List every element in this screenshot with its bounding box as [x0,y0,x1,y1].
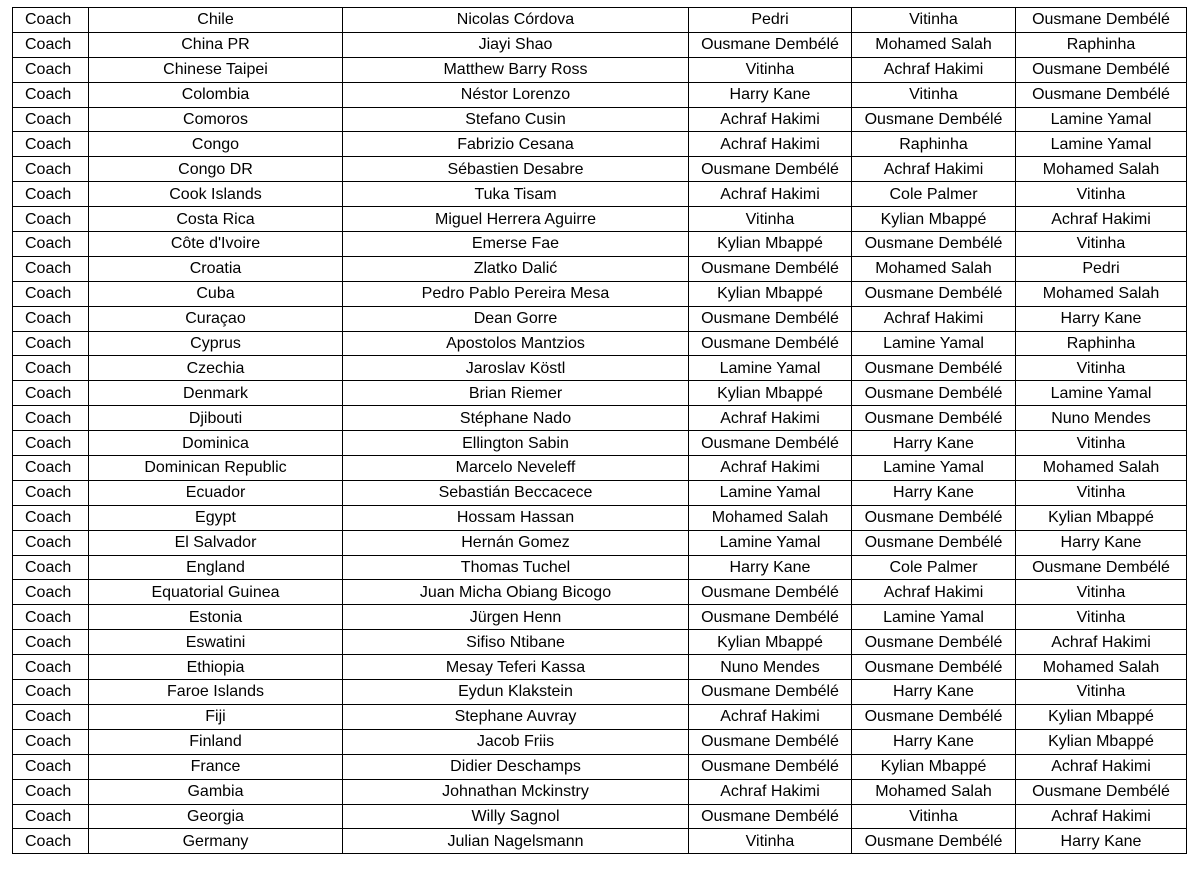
first-choice-cell: Ousmane Dembélé [689,331,852,356]
second-choice-cell: Lamine Yamal [852,605,1016,630]
table-row [13,431,1187,456]
role-cell: Coach [13,480,89,505]
second-choice-cell: Ousmane Dembélé [852,107,1016,132]
role-cell: Coach [13,605,89,630]
coach-name-cell: Stephane Auvray [343,704,689,729]
country-cell: England [89,555,343,580]
table-row [13,580,1187,605]
third-choice-cell: Raphinha [1016,32,1187,57]
first-choice-cell: Ousmane Dembélé [689,306,852,331]
role-cell: Coach [13,829,89,854]
coach-name-cell: Apostolos Mantzios [343,331,689,356]
table-row [13,605,1187,630]
second-choice-cell: Cole Palmer [852,182,1016,207]
coach-name-cell: Zlatko Dalić [343,256,689,281]
coach-name-cell: Jiayi Shao [343,32,689,57]
third-choice-cell: Kylian Mbappé [1016,729,1187,754]
coach-name-cell: Emerse Fae [343,232,689,257]
coach-name-cell: Jürgen Henn [343,605,689,630]
first-choice-cell: Achraf Hakimi [689,456,852,481]
third-choice-cell: Raphinha [1016,331,1187,356]
role-cell: Coach [13,256,89,281]
second-choice-cell: Kylian Mbappé [852,754,1016,779]
coach-name-cell: Jaroslav Köstl [343,356,689,381]
second-choice-cell: Harry Kane [852,480,1016,505]
third-choice-cell: Ousmane Dembélé [1016,555,1187,580]
country-cell: China PR [89,32,343,57]
coach-name-cell: Brian Riemer [343,381,689,406]
first-choice-cell: Vitinha [689,57,852,82]
first-choice-cell: Ousmane Dembélé [689,680,852,705]
country-cell: Djibouti [89,406,343,431]
country-cell: Cuba [89,281,343,306]
second-choice-cell: Achraf Hakimi [852,57,1016,82]
role-cell: Coach [13,630,89,655]
second-choice-cell: Achraf Hakimi [852,306,1016,331]
second-choice-cell: Ousmane Dembélé [852,381,1016,406]
third-choice-cell: Ousmane Dembélé [1016,779,1187,804]
coach-name-cell: Tuka Tisam [343,182,689,207]
role-cell: Coach [13,207,89,232]
third-choice-cell: Achraf Hakimi [1016,804,1187,829]
role-cell: Coach [13,580,89,605]
coach-name-cell: Julian Nagelsmann [343,829,689,854]
coach-name-cell: Nicolas Córdova [343,8,689,33]
coach-name-cell: Sébastien Desabre [343,157,689,182]
first-choice-cell: Achraf Hakimi [689,779,852,804]
role-cell: Coach [13,680,89,705]
role-cell: Coach [13,754,89,779]
second-choice-cell: Cole Palmer [852,555,1016,580]
third-choice-cell: Vitinha [1016,232,1187,257]
coach-name-cell: Miguel Herrera Aguirre [343,207,689,232]
first-choice-cell: Harry Kane [689,555,852,580]
third-choice-cell: Kylian Mbappé [1016,505,1187,530]
role-cell: Coach [13,431,89,456]
coach-name-cell: Pedro Pablo Pereira Mesa [343,281,689,306]
role-cell: Coach [13,8,89,33]
role-cell: Coach [13,107,89,132]
second-choice-cell: Lamine Yamal [852,456,1016,481]
table-row [13,480,1187,505]
coach-name-cell: Eydun Klakstein [343,680,689,705]
third-choice-cell: Mohamed Salah [1016,157,1187,182]
second-choice-cell: Kylian Mbappé [852,207,1016,232]
table-row [13,57,1187,82]
second-choice-cell: Ousmane Dembélé [852,829,1016,854]
role-cell: Coach [13,704,89,729]
first-choice-cell: Mohamed Salah [689,505,852,530]
role-cell: Coach [13,306,89,331]
role-cell: Coach [13,530,89,555]
second-choice-cell: Mohamed Salah [852,32,1016,57]
table-row [13,704,1187,729]
first-choice-cell: Vitinha [689,207,852,232]
second-choice-cell: Mohamed Salah [852,779,1016,804]
country-cell: Denmark [89,381,343,406]
table-row [13,680,1187,705]
first-choice-cell: Lamine Yamal [689,530,852,555]
table-row [13,630,1187,655]
table-row [13,729,1187,754]
country-cell: Colombia [89,82,343,107]
first-choice-cell: Harry Kane [689,82,852,107]
second-choice-cell: Harry Kane [852,431,1016,456]
country-cell: Croatia [89,256,343,281]
country-cell: Côte d'Ivoire [89,232,343,257]
country-cell: Chinese Taipei [89,57,343,82]
country-cell: Cook Islands [89,182,343,207]
table-row [13,256,1187,281]
role-cell: Coach [13,232,89,257]
third-choice-cell: Achraf Hakimi [1016,754,1187,779]
country-cell: Ethiopia [89,655,343,680]
second-choice-cell: Vitinha [852,804,1016,829]
third-choice-cell: Achraf Hakimi [1016,207,1187,232]
table-row [13,331,1187,356]
country-cell: Estonia [89,605,343,630]
second-choice-cell: Raphinha [852,132,1016,157]
coach-name-cell: Stefano Cusin [343,107,689,132]
third-choice-cell: Lamine Yamal [1016,381,1187,406]
coach-name-cell: Sebastián Beccacece [343,480,689,505]
coach-name-cell: Hernán Gomez [343,530,689,555]
table-row [13,555,1187,580]
third-choice-cell: Lamine Yamal [1016,132,1187,157]
second-choice-cell: Achraf Hakimi [852,157,1016,182]
table-row [13,530,1187,555]
role-cell: Coach [13,57,89,82]
first-choice-cell: Lamine Yamal [689,480,852,505]
second-choice-cell: Ousmane Dembélé [852,704,1016,729]
role-cell: Coach [13,32,89,57]
coach-name-cell: Juan Micha Obiang Bicogo [343,580,689,605]
coach-name-cell: Matthew Barry Ross [343,57,689,82]
third-choice-cell: Vitinha [1016,431,1187,456]
coach-name-cell: Johnathan Mckinstry [343,779,689,804]
role-cell: Coach [13,82,89,107]
first-choice-cell: Ousmane Dembélé [689,580,852,605]
third-choice-cell: Vitinha [1016,605,1187,630]
country-cell: Congo DR [89,157,343,182]
table-row [13,505,1187,530]
first-choice-cell: Kylian Mbappé [689,232,852,257]
third-choice-cell: Vitinha [1016,680,1187,705]
country-cell: Congo [89,132,343,157]
coach-name-cell: Didier Deschamps [343,754,689,779]
country-cell: Dominican Republic [89,456,343,481]
coach-name-cell: Mesay Teferi Kassa [343,655,689,680]
second-choice-cell: Ousmane Dembélé [852,530,1016,555]
role-cell: Coach [13,132,89,157]
table-row [13,306,1187,331]
third-choice-cell: Ousmane Dembélé [1016,57,1187,82]
coach-name-cell: Fabrizio Cesana [343,132,689,157]
third-choice-cell: Kylian Mbappé [1016,704,1187,729]
second-choice-cell: Ousmane Dembélé [852,232,1016,257]
role-cell: Coach [13,655,89,680]
country-cell: El Salvador [89,530,343,555]
table-row [13,381,1187,406]
first-choice-cell: Ousmane Dembélé [689,256,852,281]
role-cell: Coach [13,456,89,481]
country-cell: Faroe Islands [89,680,343,705]
role-cell: Coach [13,779,89,804]
country-cell: Chile [89,8,343,33]
third-choice-cell: Mohamed Salah [1016,281,1187,306]
second-choice-cell: Ousmane Dembélé [852,630,1016,655]
role-cell: Coach [13,729,89,754]
table-row [13,779,1187,804]
third-choice-cell: Harry Kane [1016,306,1187,331]
role-cell: Coach [13,406,89,431]
country-cell: Eswatini [89,630,343,655]
role-cell: Coach [13,804,89,829]
third-choice-cell: Vitinha [1016,480,1187,505]
table-row [13,182,1187,207]
first-choice-cell: Ousmane Dembélé [689,754,852,779]
role-cell: Coach [13,331,89,356]
first-choice-cell: Kylian Mbappé [689,630,852,655]
first-choice-cell: Ousmane Dembélé [689,431,852,456]
first-choice-cell: Achraf Hakimi [689,107,852,132]
country-cell: Georgia [89,804,343,829]
country-cell: Egypt [89,505,343,530]
table-row [13,157,1187,182]
second-choice-cell: Ousmane Dembélé [852,281,1016,306]
table-row [13,8,1187,33]
country-cell: Gambia [89,779,343,804]
country-cell: France [89,754,343,779]
coach-name-cell: Jacob Friis [343,729,689,754]
first-choice-cell: Achraf Hakimi [689,182,852,207]
table-row [13,32,1187,57]
coach-name-cell: Willy Sagnol [343,804,689,829]
table-row [13,356,1187,381]
coach-name-cell: Hossam Hassan [343,505,689,530]
coach-name-cell: Stéphane Nado [343,406,689,431]
second-choice-cell: Ousmane Dembélé [852,406,1016,431]
country-cell: Dominica [89,431,343,456]
table-row [13,207,1187,232]
country-cell: Ecuador [89,480,343,505]
table-row [13,655,1187,680]
role-cell: Coach [13,157,89,182]
role-cell: Coach [13,356,89,381]
first-choice-cell: Kylian Mbappé [689,281,852,306]
second-choice-cell: Vitinha [852,8,1016,33]
first-choice-cell: Ousmane Dembélé [689,157,852,182]
third-choice-cell: Vitinha [1016,356,1187,381]
table-row [13,281,1187,306]
country-cell: Czechia [89,356,343,381]
first-choice-cell: Pedri [689,8,852,33]
country-cell: Cyprus [89,331,343,356]
first-choice-cell: Ousmane Dembélé [689,32,852,57]
third-choice-cell: Nuno Mendes [1016,406,1187,431]
first-choice-cell: Ousmane Dembélé [689,804,852,829]
country-cell: Curaçao [89,306,343,331]
second-choice-cell: Ousmane Dembélé [852,356,1016,381]
third-choice-cell: Vitinha [1016,580,1187,605]
role-cell: Coach [13,381,89,406]
table-row [13,232,1187,257]
coach-name-cell: Sifiso Ntibane [343,630,689,655]
first-choice-cell: Achraf Hakimi [689,406,852,431]
table-row [13,804,1187,829]
third-choice-cell: Harry Kane [1016,829,1187,854]
third-choice-cell: Pedri [1016,256,1187,281]
second-choice-cell: Mohamed Salah [852,256,1016,281]
coach-name-cell: Ellington Sabin [343,431,689,456]
table-row [13,754,1187,779]
first-choice-cell: Nuno Mendes [689,655,852,680]
second-choice-cell: Lamine Yamal [852,331,1016,356]
ballot-table [12,7,1187,854]
role-cell: Coach [13,505,89,530]
country-cell: Costa Rica [89,207,343,232]
table-row [13,456,1187,481]
table-row [13,132,1187,157]
first-choice-cell: Ousmane Dembélé [689,729,852,754]
third-choice-cell: Achraf Hakimi [1016,630,1187,655]
coach-name-cell: Dean Gorre [343,306,689,331]
third-choice-cell: Lamine Yamal [1016,107,1187,132]
first-choice-cell: Lamine Yamal [689,356,852,381]
third-choice-cell: Ousmane Dembélé [1016,82,1187,107]
second-choice-cell: Vitinha [852,82,1016,107]
first-choice-cell: Ousmane Dembélé [689,605,852,630]
role-cell: Coach [13,281,89,306]
second-choice-cell: Achraf Hakimi [852,580,1016,605]
first-choice-cell: Achraf Hakimi [689,704,852,729]
table-row [13,829,1187,854]
third-choice-cell: Mohamed Salah [1016,456,1187,481]
country-cell: Comoros [89,107,343,132]
coach-name-cell: Marcelo Neveleff [343,456,689,481]
second-choice-cell: Ousmane Dembélé [852,655,1016,680]
country-cell: Fiji [89,704,343,729]
second-choice-cell: Ousmane Dembélé [852,505,1016,530]
first-choice-cell: Achraf Hakimi [689,132,852,157]
first-choice-cell: Kylian Mbappé [689,381,852,406]
table-row [13,406,1187,431]
country-cell: Germany [89,829,343,854]
third-choice-cell: Ousmane Dembélé [1016,8,1187,33]
role-cell: Coach [13,555,89,580]
third-choice-cell: Harry Kane [1016,530,1187,555]
second-choice-cell: Harry Kane [852,729,1016,754]
table-row [13,82,1187,107]
second-choice-cell: Harry Kane [852,680,1016,705]
country-cell: Equatorial Guinea [89,580,343,605]
table-row [13,107,1187,132]
third-choice-cell: Mohamed Salah [1016,655,1187,680]
table-body [13,8,1187,854]
coach-name-cell: Néstor Lorenzo [343,82,689,107]
country-cell: Finland [89,729,343,754]
first-choice-cell: Vitinha [689,829,852,854]
coach-name-cell: Thomas Tuchel [343,555,689,580]
third-choice-cell: Vitinha [1016,182,1187,207]
role-cell: Coach [13,182,89,207]
